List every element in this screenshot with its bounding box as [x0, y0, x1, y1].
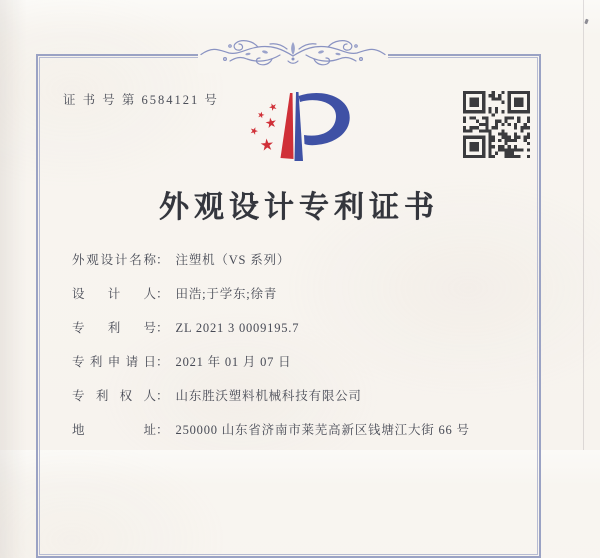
floral-flourish-icon	[198, 35, 388, 73]
scan-fold-line	[583, 0, 584, 450]
field-label: 设计人	[72, 287, 156, 301]
field-label: 专利申请日	[72, 355, 156, 369]
field-value: 250000 山东省济南市莱芜高新区钱塘江大街 66 号	[175, 423, 470, 437]
field-label: 外观设计名称	[72, 253, 156, 267]
field-value: 山东胜沃塑料机械科技有限公司	[175, 389, 362, 403]
field-address: 地址： 250000 山东省济南市莱芜高新区钱塘江大街 66 号	[72, 420, 532, 440]
field-label: 专利权人	[72, 389, 156, 403]
certificate-number: 证 书 号 第 6584121 号	[63, 93, 219, 107]
field-value: 2021 年 01 月 07 日	[175, 355, 292, 369]
field-value: ZL 2021 3 0009195.7	[175, 321, 300, 335]
field-design-name: 外观设计名称： 注塑机（VS 系列）	[72, 250, 532, 270]
field-value: 田浩;于学东;徐青	[175, 287, 278, 301]
field-patentee: 专利权人： 山东胜沃塑料机械科技有限公司	[72, 386, 532, 406]
cnipa-logo-icon	[246, 88, 358, 172]
field-patent-number: 专利号： ZL 2021 3 0009195.7	[72, 318, 532, 338]
field-label: 地址	[72, 423, 156, 437]
certificate-title: 外观设计专利证书	[159, 191, 439, 224]
scan-speck	[584, 19, 589, 25]
qr-code	[463, 91, 530, 158]
field-label: 专利号	[72, 321, 156, 335]
certificate-fields	[72, 250, 532, 454]
field-value: 注塑机（VS 系列）	[175, 253, 291, 267]
star-icon	[249, 102, 277, 151]
field-application-date: 专利申请日： 2021 年 01 月 07 日	[72, 352, 532, 372]
field-designers: 设计人： 田浩;于学东;徐青	[72, 284, 532, 304]
